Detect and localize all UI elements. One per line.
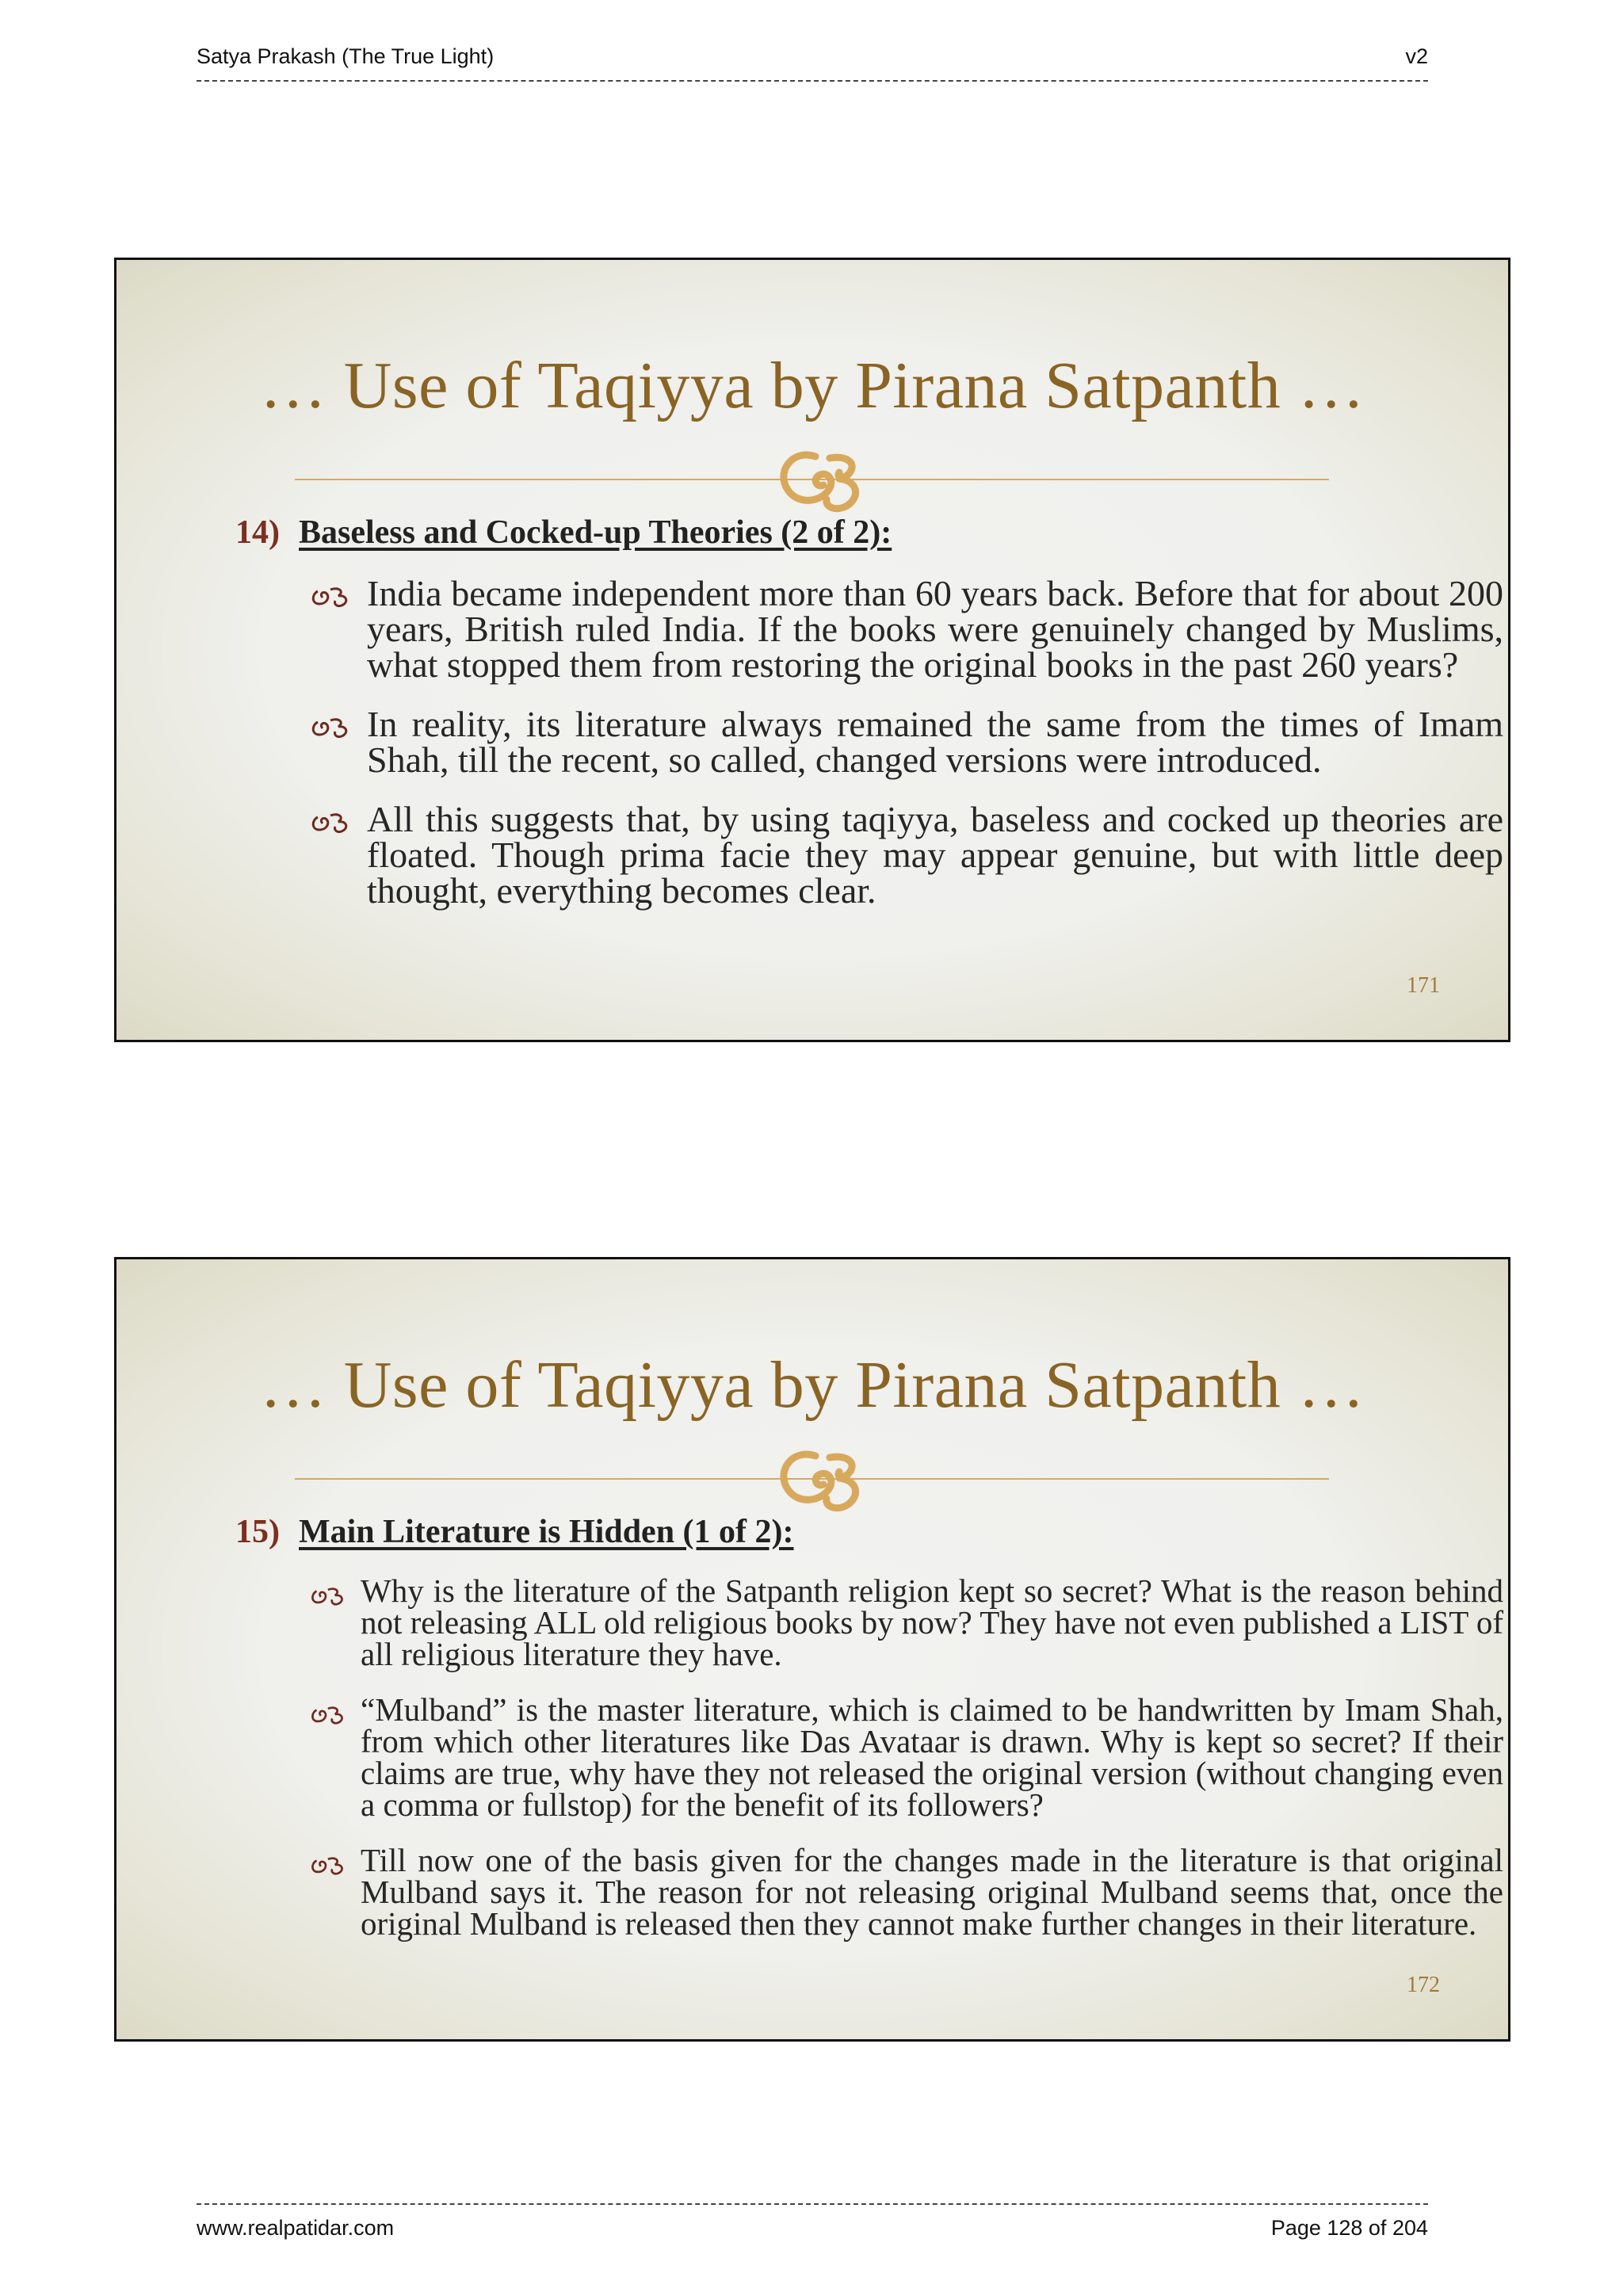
section-heading [235,1513,794,1551]
section-number: 14) [235,514,280,551]
document-version: v2 [1405,44,1428,68]
bullet-item [307,704,1503,780]
curl-bullet-icon [307,1847,361,1882]
section-heading [235,514,892,552]
document-title: Satya Prakash (The True Light) [197,44,495,68]
bullet-text: Why is the literature of the Satpanth religion kept so secret? What is the reason behind not releasing ALL old religious books by now? They have not even published a LIST of all religious literature they have. [361,1572,1503,1672]
bullet-item [307,799,1503,911]
bullet-text: India became independent more than 60 years back. Before that for about 200 years, British ruled India. If the books were genuinely changed by Muslims, what stopped them from restoring the original books in the past 260 years? [367,573,1503,685]
bullet-item [307,1572,1503,1672]
slide-number: 171 [1407,973,1440,998]
slide-172 [114,1257,1510,2042]
curl-bullet-icon [307,579,367,613]
section-title: Baseless and Cocked-up Theories (2 of 2): [299,514,892,551]
bullet-item [307,573,1503,685]
bullet-text: “Mulband” is the master literature, which is claimed to be handwritten by Imam Shah, from which other literatures like Das Avataar is drawn. Why is kept so secret? If their claims are true, why have they not released the original version (without changing even a comma or fullstop) for the benefit of its followers? [361,1691,1503,1823]
curl-bullet-icon [307,1697,361,1732]
bullet-text: In reality, its literature always remained the same from the times of Imam Shah, till the recent, so called, changed versions were introduced. [367,704,1503,780]
bullet-text: Till now one of the basis given for the changes made in the literature is that original Mulband says it. The reason for not releasing original Mulband seems that, once the original Mulband is released then they cannot make further changes in their literature. [361,1842,1503,1942]
curl-bullet-icon [307,804,367,839]
website-url: www.realpatidar.com [197,2216,395,2240]
page-indicator: Page 128 of 204 [1270,2216,1428,2240]
flourish-icon [760,1440,871,1519]
flourish-icon [760,441,871,520]
slide-title: … Use of Taqiyya by Pirana Satpanth … [259,349,1365,422]
bullet-item [307,1691,1503,1823]
section-number: 15) [235,1514,280,1550]
slide-title: … Use of Taqiyya by Pirana Satpanth … [259,1348,1365,1422]
curl-bullet-icon [307,709,367,744]
curl-bullet-icon [307,1578,361,1613]
header-divider [197,80,1428,82]
bullet-list [307,1572,1503,1963]
bullet-text: All this suggests that, by using taqiyya, baseless and cocked up theories are floated. Though prima facie they may appear genuine, but with little deep thought, everything becomes clear. [367,799,1503,911]
page-footer [197,2203,1428,2241]
page-header [197,44,1428,82]
section-title: Main Literature is Hidden (1 of 2): [299,1514,794,1550]
slide-number: 172 [1407,1973,1440,1997]
slide-171 [114,258,1510,1042]
bullet-item [307,1842,1503,1942]
footer-divider [197,2203,1428,2205]
bullet-list [307,575,1503,932]
